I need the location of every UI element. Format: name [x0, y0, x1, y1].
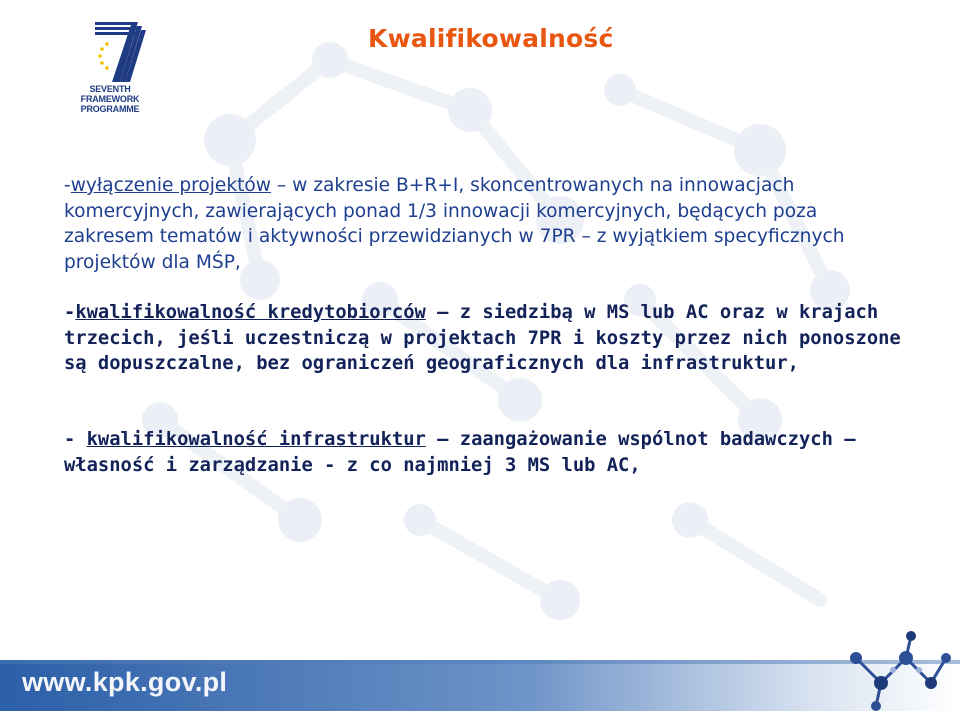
paragraph-2-body: – z siedzibą w MS lub AC oraz w krajach trzecich, jeśli uczestniczą w projektach 7PR i koszty przez nich ponoszone są dopuszczalne, bez ograniczeń geograficznych dla infrastruktur, — [64, 302, 901, 375]
footer-url: www.kpk.gov.pl — [22, 667, 228, 697]
logo-line-1: SEVENTH FRAMEWORK — [80, 84, 140, 104]
paragraph-1-heading: wyłączenie projektów — [70, 175, 271, 196]
logo-line-2: PROGRAMME — [80, 104, 140, 114]
paragraph-1-lead: - — [64, 175, 71, 196]
fp7-logo-mark-icon — [62, 18, 158, 88]
paragraph-2-lead: - — [64, 302, 76, 323]
paragraph-borrower-eligibility — [64, 300, 924, 377]
paragraph-3-heading: kwalifikowalność infrastruktur — [86, 429, 426, 450]
paragraph-2-heading: kwalifikowalność kredytobiorców — [75, 302, 426, 323]
paragraph-1-body: – w zakresie B+R+I, skoncentrowanych na innowacjach komercyjnych, zawierających ponad 1/3 innowacji komercyjnych, będących poza zakresem tematów i aktywności przewidzianych w 7PR – z wyjątkiem specyficznych projektów dla MŚP, — [64, 175, 845, 273]
paragraph-infrastructure-eligibility — [64, 427, 914, 478]
paragraph-3-body: – zaangażowanie wspólnot badawczych – własność i zarządzanie - z co najmniej 3 MS lub AC, — [64, 429, 856, 476]
paragraph-excluded-projects — [64, 173, 884, 275]
paragraph-3-lead: - — [64, 429, 87, 450]
fp7-logo-text — [62, 84, 158, 114]
page-title: Kwalifikowalność — [368, 24, 614, 53]
footer-molecule-icon — [836, 628, 960, 711]
